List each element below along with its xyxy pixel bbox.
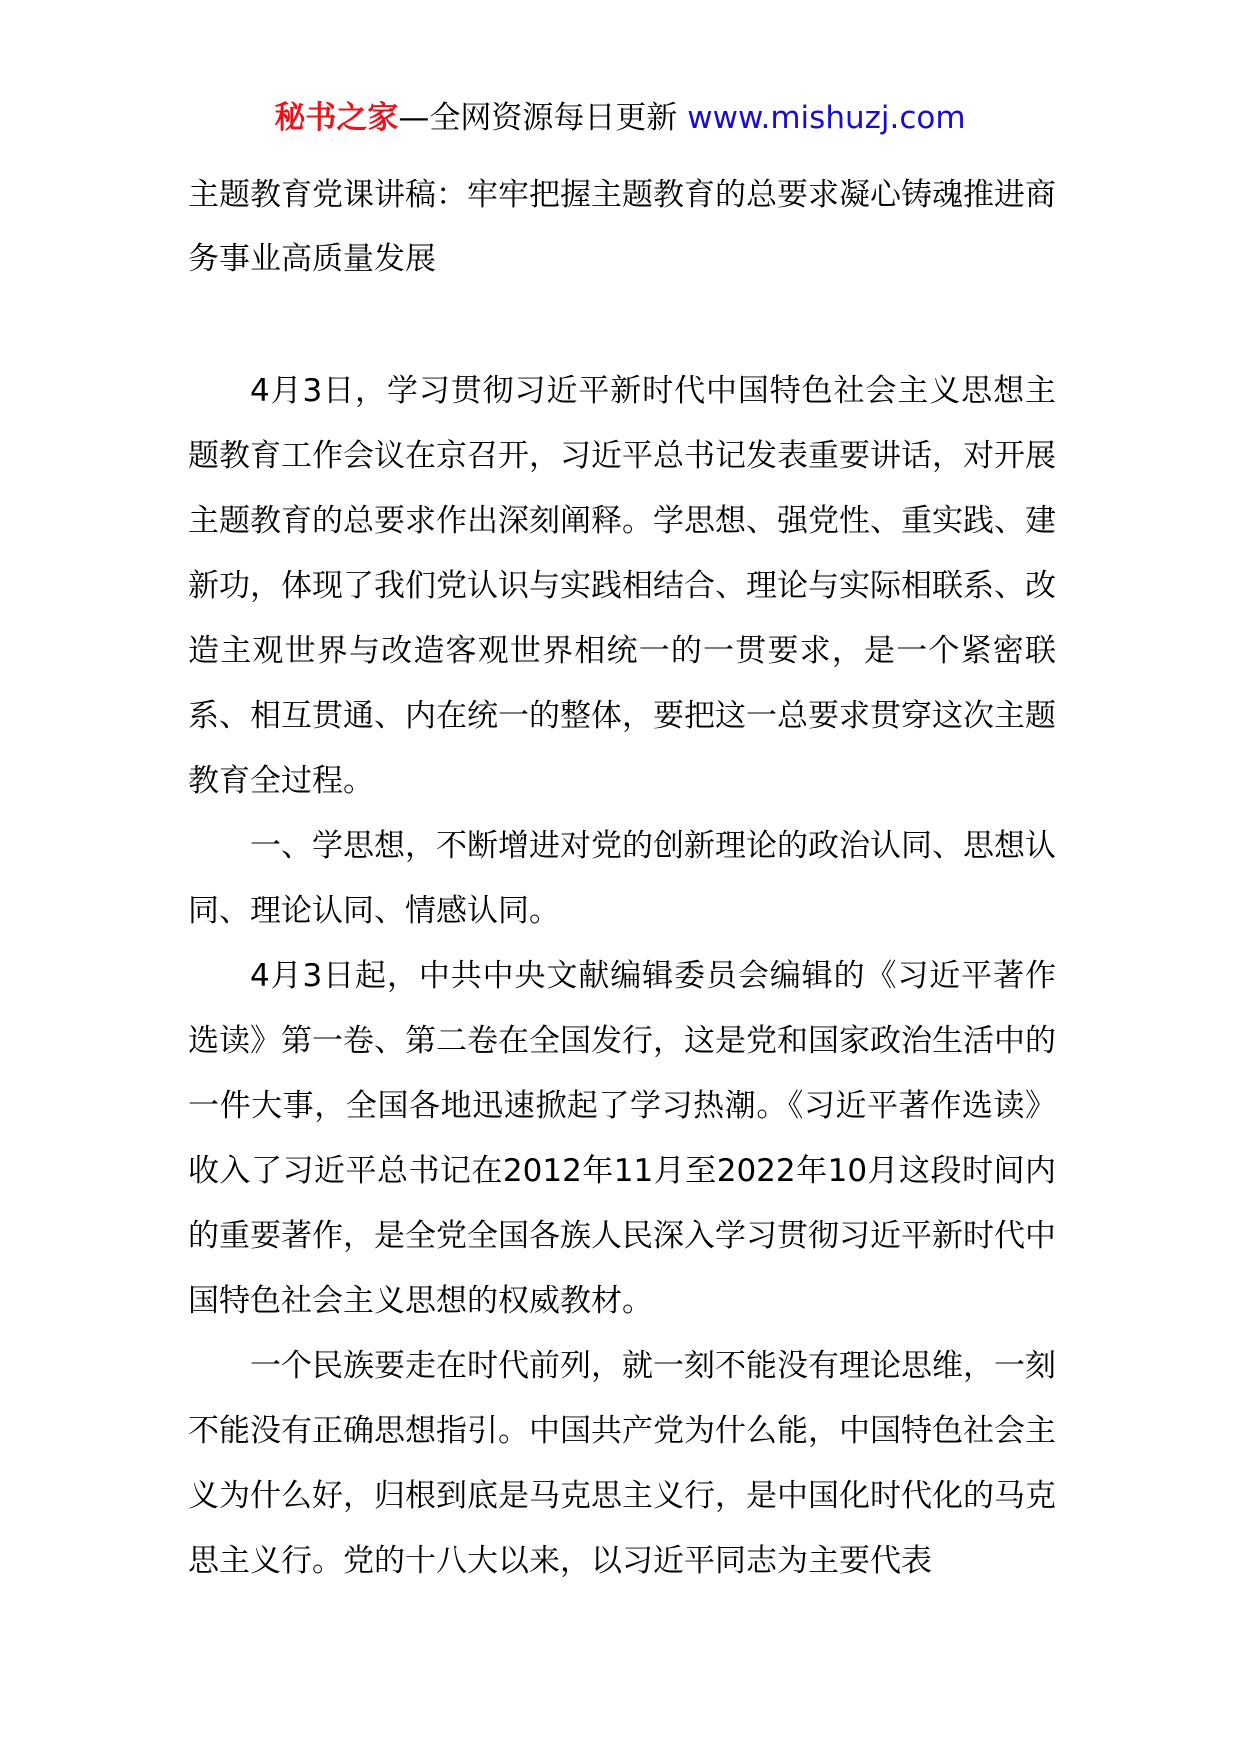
paragraph: 4月3日起，中共中央文献编辑委员会编辑的《习近平著作选读》第一卷、第二卷在全国发行，这是党和国家政治生活中的一件大事，全国各地迅速掀起了学习热潮。《习近平著作选读》收入了习近平总书记在2012年11月至2022年10月这段时间内的重要著作，是全党全国各族人民深入学习贯彻习近平新时代中国特色社会主义思想的权威教材。 — [188, 958, 1056, 1319]
paragraph: 4月3日，学习贯彻习近平新时代中国特色社会主义思想主题教育工作会议在京召开，习近平总书记发表重要讲话，对开展主题教育的总要求作出深刻阐释。学思想、强党性、重实践、建新功，体现了我们党认识与实践相结合、理论与实际相联系、改造主观世界与改造客观世界相统一的一贯要求，是一个紧密联系、相互贯通、内在统一的整体，要把这一总要求贯穿这次主题教育全过程。 — [188, 373, 1056, 799]
paragraph: 一个民族要走在时代前列，就一刻不能没有理论思维，一刻不能没有正确思想指引。中国共产党为什么能，中国特色社会主义为什么好，归根到底是马克思主义行，是中国化时代化的马克思主义行。党的十八大以来，以习近平同志为主要代表 — [188, 1348, 1056, 1579]
document-title: 主题教育党课讲稿：牢牢把握主题教育的总要求凝心铸魂推进商务事业高质量发展 — [188, 177, 1056, 277]
site-header — [0, 98, 1240, 138]
document-content — [188, 163, 1056, 1594]
section-heading: 一、学思想，不断增进对党的创新理论的政治认同、思想认同、理论认同、情感认同。 — [188, 828, 1056, 929]
site-tagline: —全网资源每日更新 — [398, 100, 678, 136]
site-url-link[interactable]: www.mishuzj.com — [687, 100, 966, 136]
document-body — [188, 359, 1056, 1594]
site-brand: 秘书之家 — [274, 100, 399, 136]
